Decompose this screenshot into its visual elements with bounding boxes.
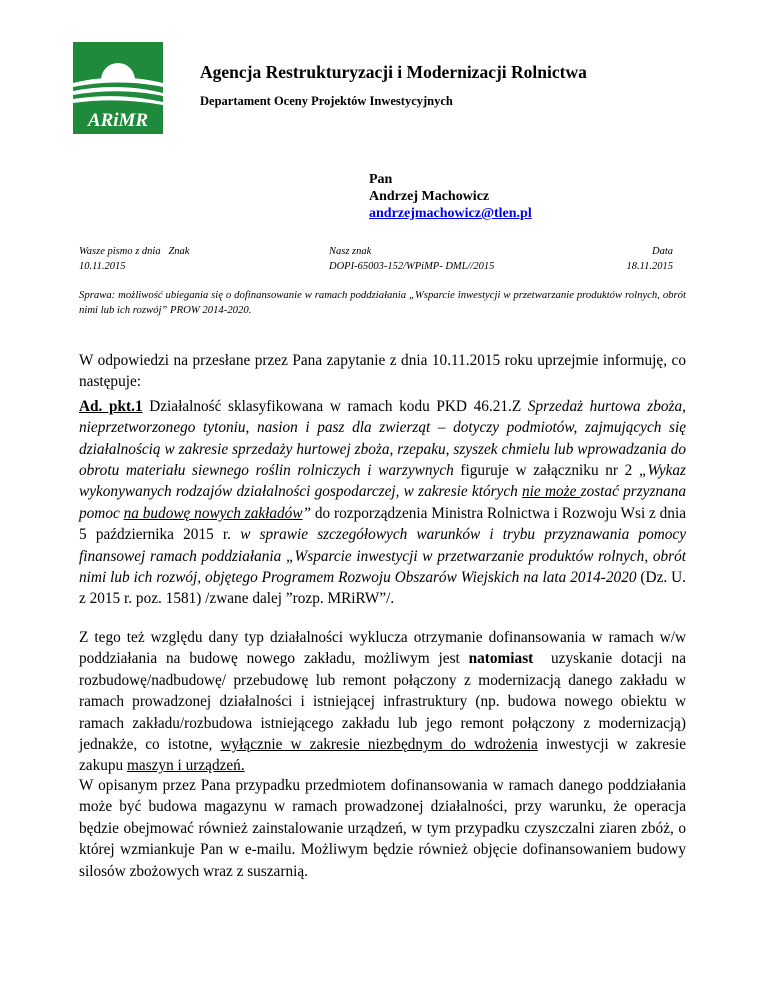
logo-text: ARiMR bbox=[87, 110, 149, 131]
letter-date bbox=[627, 244, 673, 274]
your-letter-ref bbox=[79, 244, 189, 274]
p1-regulation-title: w sprawie szczegółowych warunków i trybu przyznawania pomocy finansowej ramach poddziałania „Wsparcie inwestycji w przetwarzanie produktów rolnych, obrót nimi lub ich rozwój, objętego Programem Rozwoju Obszarów Wiejskich na lata 2014-2020 bbox=[79, 526, 687, 587]
p2-text-a: Z tego też względu dany typ działalności wyklucza otrzymanie dofinansowania w ramach w/w poddziałania na budowę nowego zakładu, możliwym jest bbox=[79, 629, 686, 668]
our-ref-label: Nasz znak bbox=[329, 246, 372, 257]
p1-text-c: figuruje w załączniku nr 2 bbox=[453, 462, 639, 480]
paragraph-2 bbox=[79, 627, 690, 777]
p2-text-c: uzyskanie dotacji na rozbudowę/nadbudowę/ przebudowę lub remont połączony z modernizacją danego zakładu w ramach prowadzonej działalności i istniejącej infrastruktury (np. budowa nowego obiektu w ramach zakładu/rozbudowa istniejącego zakładu lub jego remont połączony z modernizacją) jednakże, co istotne, bbox=[79, 650, 690, 754]
p1-quote-close: ” bbox=[302, 504, 312, 522]
our-ref-value: DOPI-65003-152/WPiMP- DML//2015 bbox=[329, 261, 495, 272]
p2-text-e: inwestycji w zakresie zakupu bbox=[79, 736, 686, 775]
p2-machines: maszyn i urządzeń. bbox=[127, 757, 245, 775]
p1-text-f: zostać przyznana pomoc bbox=[79, 483, 686, 522]
our-ref bbox=[329, 244, 494, 274]
recipient-salutation: Pan bbox=[369, 172, 393, 187]
point-1-label: Ad. pkt.1 bbox=[79, 397, 143, 415]
p1-regulation-ref: (Dz. U. z 2015 r. poz. 1581) /zwane dalej ”rozp. MRiRW”/. bbox=[79, 569, 686, 608]
department-name: Departament Oceny Projektów Inwestycyjnych bbox=[200, 94, 453, 108]
body-section-2 bbox=[79, 627, 690, 777]
agency-name: Agencja Restrukturyzacji i Modernizacji Rolnictwa bbox=[200, 62, 587, 82]
p2-only-necessary: wyłącznie w zakresie niezbędnym do wdrożenia bbox=[220, 736, 538, 754]
p1-cannot: nie może bbox=[522, 483, 581, 501]
p1-annex-title: „Wykaz wykonywanych rodzajów działalności gospodarczej, w zakresie których bbox=[79, 462, 686, 501]
body-section-1 bbox=[79, 350, 686, 610]
subject-line: Sprawa: możliwość ubiegania się o dofinansowanie w ramach poddziałania „Wsparcie inwestycji w przetwarzanie produktów rolnych, obrót nimi lub ich rozwój” PROW 2014-2020. bbox=[79, 289, 686, 316]
your-letter-date: 10.11.2015 bbox=[79, 261, 126, 272]
p1-new-plants: na budowę nowych zakładów bbox=[123, 504, 303, 522]
date-value: 18.11.2015 bbox=[626, 261, 673, 272]
body-section-3 bbox=[79, 775, 686, 882]
paragraph-3: W opisanym przez Pana przypadku przedmiotem dofinansowania w ramach danego poddziałania może być budowa magazynu w ramach prowadzonej działalności, przy warunku, że operacja będzie obejmować również zainstalowanie urządzeń, w tym przypadku czyszczalni ziaren zbóż, o której wzmiankuje Pan w e-mailu. Możliwym będzie również objęcie dofinansowaniem budowy silosów zbożowych wraz z suszarnią. bbox=[79, 777, 686, 880]
p1-pkd-description: Sprzedaż hurtowa zboża, nieprzetworzonego tytoniu, nasion i pasz dla zwierząt – dotyczy podmiotów, zajmujących się działalnością w zakresie sprzedaży hurtowej zboża, rzepaku, szyszek chmielu lub wprowadzania do obrotu materiału siewnego roślin rolniczych i warzywnych bbox=[79, 397, 686, 480]
recipient-name: Andrzej Machowicz bbox=[369, 189, 490, 204]
p1-regulation: do rozporządzenia Ministra Rolnictwa i Rozwoju Wsi z dnia 5 października 2015 r. bbox=[79, 504, 686, 544]
arimr-logo bbox=[73, 42, 163, 134]
p1-text-a: Działalność sklasyfikowana w ramach kodu PKD 46.21.Z bbox=[142, 397, 528, 415]
your-letter-label: Wasze pismo z dnia Znak bbox=[79, 246, 190, 257]
point-1-paragraph bbox=[79, 396, 686, 610]
p2-however: natomiast bbox=[468, 650, 534, 668]
recipient-email-link[interactable]: andrzejmachowicz@tlen.pl bbox=[369, 206, 532, 221]
intro-paragraph: W odpowiedzi na przesłane przez Pana zapytanie z dnia 10.11.2015 roku uprzejmie informuję, co następuje: bbox=[79, 352, 686, 391]
recipient-block bbox=[369, 171, 532, 222]
date-label: Data bbox=[652, 246, 673, 257]
arimr-logo-graphic bbox=[73, 42, 163, 134]
